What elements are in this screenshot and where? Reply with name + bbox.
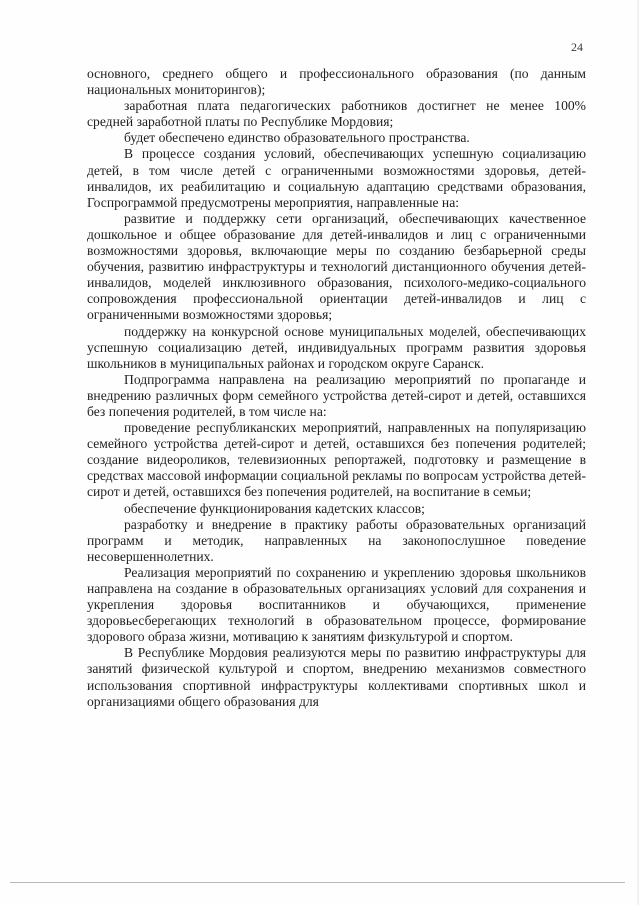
paragraph-sports-infrastructure: В Республике Мордовия реализуются меры по развитию инфраструктуры для занятий физической культурой и спортом, внедрению механизмов совместного использования спортивной инфраструктуры коллективами спортивных школ и организациями общего образования для	[87, 645, 586, 709]
paragraph-educational-space: будет обеспечено единство образовательного пространства.	[124, 130, 470, 146]
paragraph-republican-events: проведение республиканских мероприятий, направленных на популяризацию семейного устройства детей-сирот и детей, оставшихся без попечения родителей; создание видеороликов, телевизионных репортажей, подготовку и размещение в средствах массовой информации социальной рекламы по вопросам устройства детей-сирот и детей, оставшихся без попечения родителей, на воспитание в семьи;	[87, 420, 586, 500]
paragraph-network-development: развитие и поддержку сети организаций, обеспечивающих качественное дошкольное и общее образование для детей-инвалидов и лиц с ограниченными возможностями здоровья, включающие меры по созданию безбарьерной среды обучения, развитию инфраструктуры и технологий дистанционного обучения детей-инвалидов, моделей инклюзивного образования, психолого-медико-социального сопровождения профессиональной ориентации детей-инвалидов и лиц с ограниченными возможностями здоровья;	[87, 210, 586, 323]
paragraph-law-abiding-behavior: разработку и внедрение в практику работы образовательных организаций программ и методик, направленных на законопослушное поведение несовершеннолетних.	[87, 516, 586, 564]
paragraph-monitoring-continuation: основного, среднего общего и профессионального образования (по данным национальных мониторингов);	[87, 66, 586, 98]
paragraph-cadet-classes: обеспечение функционирования кадетских классов;	[124, 500, 425, 516]
paragraph-teacher-salary: заработная плата педагогических работников достигнет не менее 100% средней заработной платы по Республике Мордовия;	[87, 98, 586, 130]
document-body	[87, 66, 586, 710]
paragraph-family-placement: Подпрограмма направлена на реализацию мероприятий по пропаганде и внедрению различных форм семейного устройства детей-сирот и детей, оставшихся без попечения родителей, в том числе на:	[87, 371, 586, 419]
page-number: 24	[571, 40, 583, 54]
paragraph-municipal-models: поддержку на конкурсной основе муниципальных моделей, обеспечивающих успешную социализацию детей, индивидуальных программ развития здоровья школьников в муниципальных районах и городском округе Саранск.	[87, 323, 586, 371]
paragraph-health-preservation: Реализация мероприятий по сохранению и укреплению здоровья школьников направлена на создание в образовательных организациях условий для сохранения и укрепления здоровья воспитанников и обучающихся, применение здоровьесберегающих технологий в образовательном процессе, формирование здорового образа жизни, мотивацию к занятиям физкультурой и спортом.	[87, 564, 586, 645]
scan-bottom-line	[10, 882, 625, 883]
paragraph-socialization-conditions: В процессе создания условий, обеспечивающих успешную социализацию детей, в том числе детей с ограниченными возможностями здоровья, детей-инвалидов, их реабилитацию и социальную адаптацию средствами образования, Госпрограммой предусмотрены мероприятия, направленные на:	[87, 146, 586, 210]
